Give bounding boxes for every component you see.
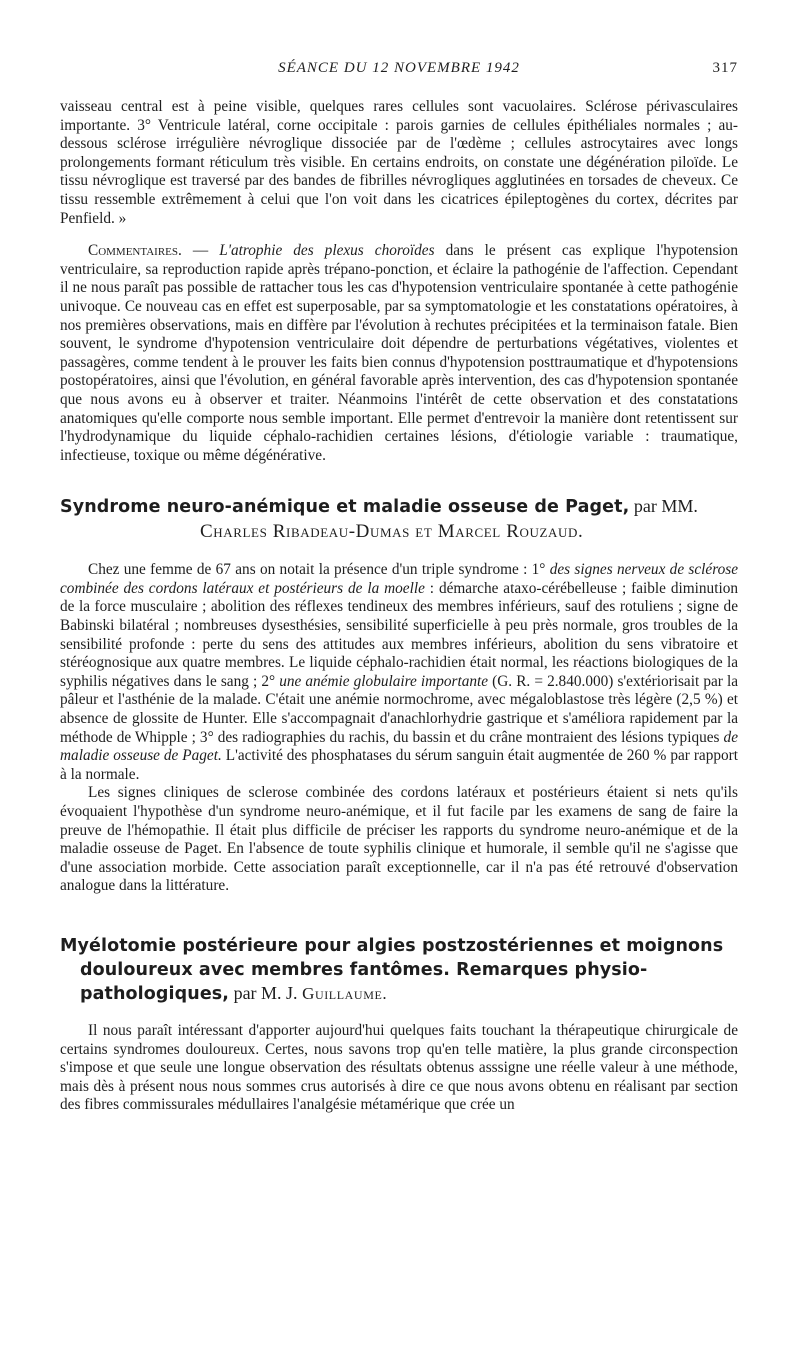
- case-italic-1: des signes nerveux de sclérose combinée des cordons latéraux et postérieurs de la moelle: [60, 561, 738, 597]
- intro-paragraph: Il nous paraît intéressant d'apporter aujourd'hui quelques faits touchant la thérapeutique chirurgicale de certains syndromes douloureux. Certes, nous savons trop qu'en telle matière, la plus grande circonspection s'impose et que seule une longue observation des résultats obtenus asssigne une réelle valeur à une méthode, mais dès à présent nous nous sommes crus autorisés à dire ce que nous avons obtenu en réalisant par section des fibres commissurales médullaires l'analgésie métamérique que crée un: [60, 1021, 738, 1114]
- case-text-2: : démarche ataxo-cérébelleuse ; faible diminution de la force musculaire ; abolition des réflexes tendineux des membres inférieurs, sauf des rotuliens ; signe de Babinski bilatéral ; nombreuses dysesthésies, sensibilité superficielle à peu près normale, gros troubles de la sensibilité profonde : perte du sens des attitudes aux membres inférieurs, abolition du sens vibratoire et stéréognosique aux quatre membres. Le liquide céphalo-rachidien était normal, les réactions biologiques de la syphilis négatives dans le sang ; 2°: [60, 579, 739, 690]
- article-heading-myelotomie: [60, 934, 738, 1006]
- case-text-3: (G. R. = 2.840.000) s'extériorisait par la pâleur et l'asthénie de la malade. C'était une anémie normochrome, avec mégaloblastose très légère (2,5 %) et absence de glossite de Hunter. Elle s'accompagnait d'anachlorhydrie gastrique et s'améliora rapidement par la méthode de Whipple ; 3° des radiographies du rachis, du bassin et du crâne montraient des lésions typiques: [60, 672, 738, 746]
- article-authors-paget: Charles Ribadeau-Dumas et Marcel Rouzaud.: [200, 521, 584, 543]
- running-head: [60, 60, 738, 84]
- commentary-italic: L'atrophie des plexus choroïdes: [219, 242, 435, 260]
- commentary-dash: —: [181, 242, 220, 260]
- page-number: 317: [712, 60, 738, 76]
- article-title-paget: Syndrome neuro-anémique et maladie osseuse de Paget,: [60, 497, 630, 518]
- article-heading-paget: [60, 495, 738, 545]
- article-byline-paget: par MM.: [629, 496, 698, 517]
- case-italic-2: une anémie globulaire importante: [279, 672, 489, 690]
- case-italic-3: de maladie osseuse de Paget.: [60, 728, 738, 765]
- commentary-text: dans le présent cas explique l'hypotension ventriculaire, sa reproduction rapide après trépano-ponction, et éclaire la pathogénie de l'affection. Cependant il ne nous paraît pas possible de rattacher tous les cas d'hypotension ventriculaire spontanée à cette pathogénie univoque. Ce nouveau cas en effet est superposable, par sa symptomatologie et les constatations opératoires, à nos premières observations, mais en diffère par l'évolution à rechutes précipitées et la terminaison fatale. Bien souvent, le syndrome d'hypotension ventriculaire doit dépendre de perturbations végétatives, violentes et passagères, comme tendent à le prouver les faits bien connus d'hypotension posttraumatique et d'hypotensions postopératoires, ainsi que l'évolution, en général favorable après intervention, des cas d'hypotension spontanée que nous avons eu à observer et traiter. Néanmoins l'intérêt de cette observation et des constatations anatomiques qu'elle comporte nous semble important. Elle permet d'entrevoir la manière dont retentissent sur l'hydrodynamique du liquide céphalo-rachidien certaines lésions, d'étiologie variable : traumatique, infectieuse, toxique ou même dégénérative.: [60, 242, 738, 464]
- commentary-lead: Commentaires.: [88, 242, 182, 260]
- running-head-title: SÉANCE DU 12 NOVEMBRE 1942: [278, 60, 520, 76]
- article-byline-myelotomie: par M. J.: [229, 982, 303, 1003]
- paragraph-continuation: vaisseau central est à peine visible, quelques rares cellules sont vacuolaires. Sclérose périvasculaires importante. 3° Ventricule latéral, corne occipitale : parois garnies de cellules épithéliales normales ; au-dessous sclérose irrégulière névroglique dissociée par de l'œdème ; cellules astrocytaires avec longs prolongements formant réticulum très visible. En certains endroits, on constate une dégénération piloïde. Le tissu névroglique est traversé par des bandes de fibrilles névrogliques agglutinées en torsades de cheveux. Ce tissu ressemble extrêmement à celui que l'on voit dans les cicatrices épileptogènes du cortex, décrites par Penfield. »: [60, 98, 738, 227]
- case-text-4: L'activité des phosphatases du sérum sanguin était augmentée de 260 % par rapport à la normale.: [60, 747, 738, 783]
- case-text-1: Chez une femme de 67 ans on notait la présence d'un triple syndrome : 1°: [88, 561, 550, 579]
- article-title-myelotomie: Myélotomie postérieure pour algies postzostériennes et moignons douloureux avec membres fantômes. Remarques physio-pathologiques,: [60, 935, 724, 1004]
- journal-page: [60, 60, 738, 1115]
- commentary-paragraph: [60, 242, 738, 465]
- case-paragraph: [60, 561, 738, 784]
- article-author-myelotomie: Guillaume.: [302, 983, 388, 1003]
- discussion-paragraph: Les signes cliniques de sclerose combinée des cordons latéraux et postérieurs étaient si nets qu'ils évoquaient l'hypothèse d'un syndrome neuro-anémique, et il fut facile par les examens de sang de faire la preuve de l'hémopathie. Il était plus difficile de préciser les rapports du syndrome neuro-anémique et de la maladie osseuse de Paget. En l'absence de toute syphilis clinique et humorale, il semble qu'il ne s'agisse que d'une association morbide. Cette association paraît exceptionnelle, car il n'a pas été retrouvé d'observation analogue dans la littérature.: [60, 784, 738, 895]
